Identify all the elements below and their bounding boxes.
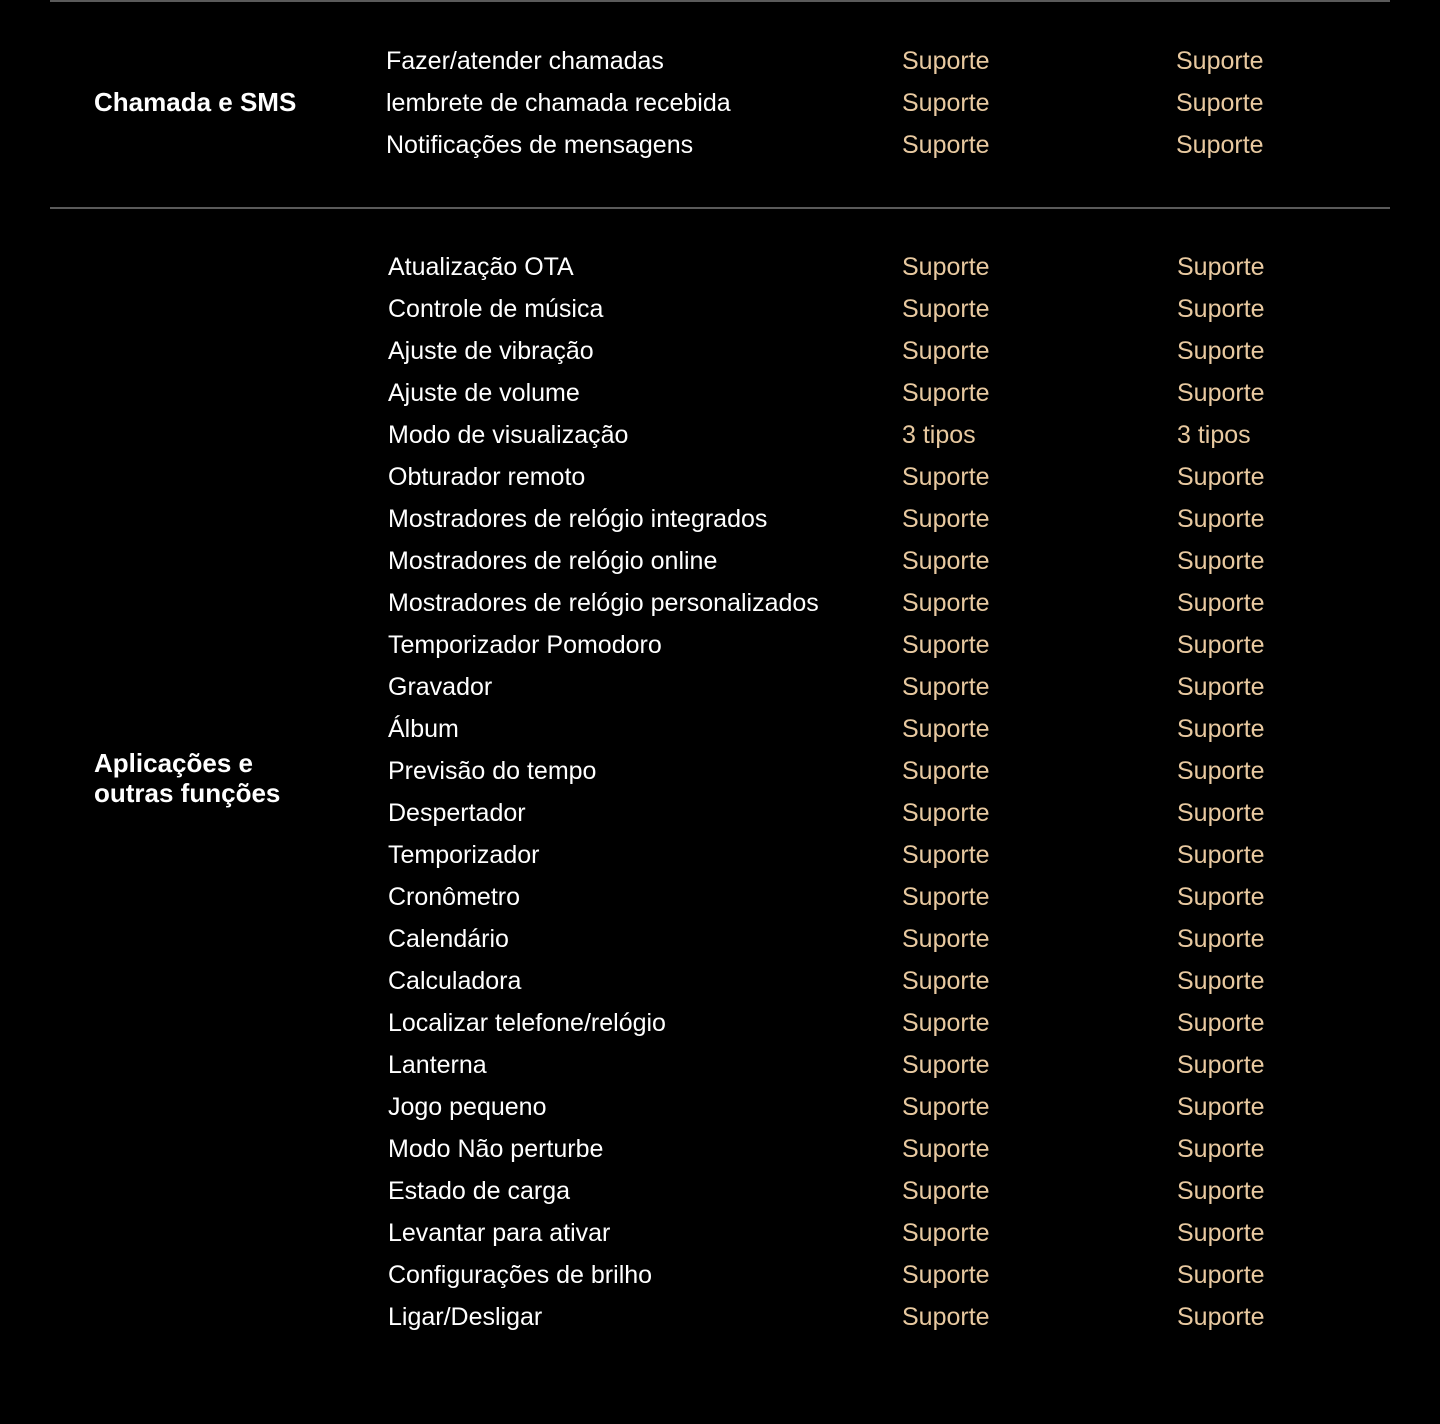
- table-row: [0, 1254, 1440, 1296]
- table-row: [0, 498, 1440, 540]
- model-1-value: Suporte: [902, 1261, 990, 1289]
- feature-name: Calendário: [388, 925, 509, 953]
- model-1-value: Suporte: [902, 1093, 990, 1121]
- model-2-value: Suporte: [1177, 673, 1265, 701]
- model-1-value: Suporte: [902, 379, 990, 407]
- model-1-value: Suporte: [902, 673, 990, 701]
- model-2-value: Suporte: [1177, 715, 1265, 743]
- table-row: [0, 1002, 1440, 1044]
- model-1-value: Suporte: [902, 89, 990, 117]
- model-1-value: Suporte: [902, 1051, 990, 1079]
- model-2-value: Suporte: [1177, 1219, 1265, 1247]
- table-row: [0, 414, 1440, 456]
- feature-name: Jogo pequeno: [388, 1093, 547, 1121]
- model-2-value: Suporte: [1176, 89, 1264, 117]
- feature-name: Controle de música: [388, 295, 604, 323]
- model-1-value: Suporte: [902, 967, 990, 995]
- top-divider: [50, 0, 1390, 2]
- model-1-value: Suporte: [902, 925, 990, 953]
- model-1-value: Suporte: [902, 757, 990, 785]
- feature-name: Temporizador Pomodoro: [388, 631, 662, 659]
- model-2-value: Suporte: [1177, 253, 1265, 281]
- feature-name: Estado de carga: [388, 1177, 571, 1205]
- model-2-value: Suporte: [1176, 131, 1264, 159]
- section-divider: [50, 207, 1390, 209]
- model-2-value: Suporte: [1177, 925, 1265, 953]
- feature-name: Gravador: [388, 673, 493, 701]
- model-2-value: Suporte: [1177, 1135, 1265, 1163]
- table-row: [0, 540, 1440, 582]
- table-row: [0, 1170, 1440, 1212]
- model-1-value: Suporte: [902, 253, 990, 281]
- model-1-value: Suporte: [902, 799, 990, 827]
- feature-name: Fazer/atender chamadas: [386, 47, 664, 75]
- feature-name: Despertador: [388, 799, 526, 827]
- category-label: Chamada e SMS: [94, 87, 297, 117]
- model-1-value: Suporte: [902, 47, 990, 75]
- model-2-value: Suporte: [1177, 505, 1265, 533]
- model-1-value: Suporte: [902, 131, 990, 159]
- model-1-value: Suporte: [902, 1177, 990, 1205]
- table-row: [0, 582, 1440, 624]
- model-1-value: Suporte: [902, 1009, 990, 1037]
- model-1-value: Suporte: [902, 715, 990, 743]
- feature-name: Ligar/Desligar: [388, 1303, 543, 1331]
- feature-name: Ajuste de volume: [388, 379, 580, 407]
- table-row: [0, 288, 1440, 330]
- table-row: [0, 1044, 1440, 1086]
- feature-name: Levantar para ativar: [388, 1219, 611, 1247]
- model-1-value: Suporte: [902, 589, 990, 617]
- table-row: [0, 456, 1440, 498]
- table-row: [0, 124, 1440, 166]
- model-1-value: Suporte: [902, 463, 990, 491]
- model-2-value: Suporte: [1177, 463, 1265, 491]
- table-row: [0, 1296, 1440, 1338]
- model-2-value: 3 tipos: [1177, 421, 1251, 449]
- model-1-value: Suporte: [902, 883, 990, 911]
- feature-name: lembrete de chamada recebida: [386, 89, 731, 117]
- feature-name: Notificações de mensagens: [386, 131, 694, 159]
- table-row: [0, 918, 1440, 960]
- model-1-value: Suporte: [902, 547, 990, 575]
- table-row: [0, 624, 1440, 666]
- model-1-value: Suporte: [902, 1303, 990, 1331]
- model-1-value: Suporte: [902, 337, 990, 365]
- model-2-value: Suporte: [1177, 295, 1265, 323]
- model-2-value: Suporte: [1177, 589, 1265, 617]
- table-row: [0, 708, 1440, 750]
- feature-name: Mostradores de relógio personalizados: [388, 589, 819, 617]
- table-row: [0, 82, 1440, 124]
- model-2-value: Suporte: [1177, 1009, 1265, 1037]
- feature-name: Ajuste de vibração: [388, 337, 594, 365]
- model-1-value: 3 tipos: [902, 421, 976, 449]
- model-1-value: Suporte: [902, 1135, 990, 1163]
- table-row: [0, 246, 1440, 288]
- model-1-value: Suporte: [902, 841, 990, 869]
- model-2-value: Suporte: [1177, 1093, 1265, 1121]
- model-2-value: Suporte: [1177, 1051, 1265, 1079]
- model-2-value: Suporte: [1177, 631, 1265, 659]
- feature-name: Atualização OTA: [388, 253, 574, 281]
- model-2-value: Suporte: [1177, 841, 1265, 869]
- table-row: [0, 40, 1440, 82]
- model-2-value: Suporte: [1177, 337, 1265, 365]
- table-row: [0, 372, 1440, 414]
- table-row: [0, 666, 1440, 708]
- table-row: [0, 792, 1440, 834]
- model-2-value: Suporte: [1177, 967, 1265, 995]
- feature-name: Localizar telefone/relógio: [388, 1009, 666, 1037]
- feature-name: Temporizador: [388, 841, 540, 869]
- model-2-value: Suporte: [1177, 883, 1265, 911]
- table-row: [0, 960, 1440, 1002]
- model-2-value: Suporte: [1177, 1177, 1265, 1205]
- table-row: [0, 330, 1440, 372]
- model-2-value: Suporte: [1177, 547, 1265, 575]
- feature-name: Mostradores de relógio integrados: [388, 505, 768, 533]
- table-row: [0, 1128, 1440, 1170]
- model-2-value: Suporte: [1177, 1261, 1265, 1289]
- feature-name: Mostradores de relógio online: [388, 547, 718, 575]
- feature-name: Configurações de brilho: [388, 1261, 653, 1289]
- feature-name: Obturador remoto: [388, 463, 586, 491]
- model-1-value: Suporte: [902, 295, 990, 323]
- table-row: [0, 1086, 1440, 1128]
- model-2-value: Suporte: [1177, 799, 1265, 827]
- model-1-value: Suporte: [902, 631, 990, 659]
- feature-name: Calculadora: [388, 967, 522, 995]
- feature-name: Modo Não perturbe: [388, 1135, 604, 1163]
- model-1-value: Suporte: [902, 1219, 990, 1247]
- model-1-value: Suporte: [902, 505, 990, 533]
- table-row: [0, 750, 1440, 792]
- table-row: [0, 1212, 1440, 1254]
- model-2-value: Suporte: [1176, 47, 1264, 75]
- model-2-value: Suporte: [1177, 1303, 1265, 1331]
- feature-name: Lanterna: [388, 1051, 487, 1079]
- feature-name: Álbum: [388, 715, 459, 743]
- table-row: [0, 834, 1440, 876]
- feature-name: Previsão do tempo: [388, 757, 597, 785]
- model-2-value: Suporte: [1177, 757, 1265, 785]
- feature-name: Cronômetro: [388, 883, 520, 911]
- feature-name: Modo de visualização: [388, 421, 629, 449]
- category-label: Aplicações e outras funções: [94, 748, 281, 808]
- model-2-value: Suporte: [1177, 379, 1265, 407]
- table-row: [0, 876, 1440, 918]
